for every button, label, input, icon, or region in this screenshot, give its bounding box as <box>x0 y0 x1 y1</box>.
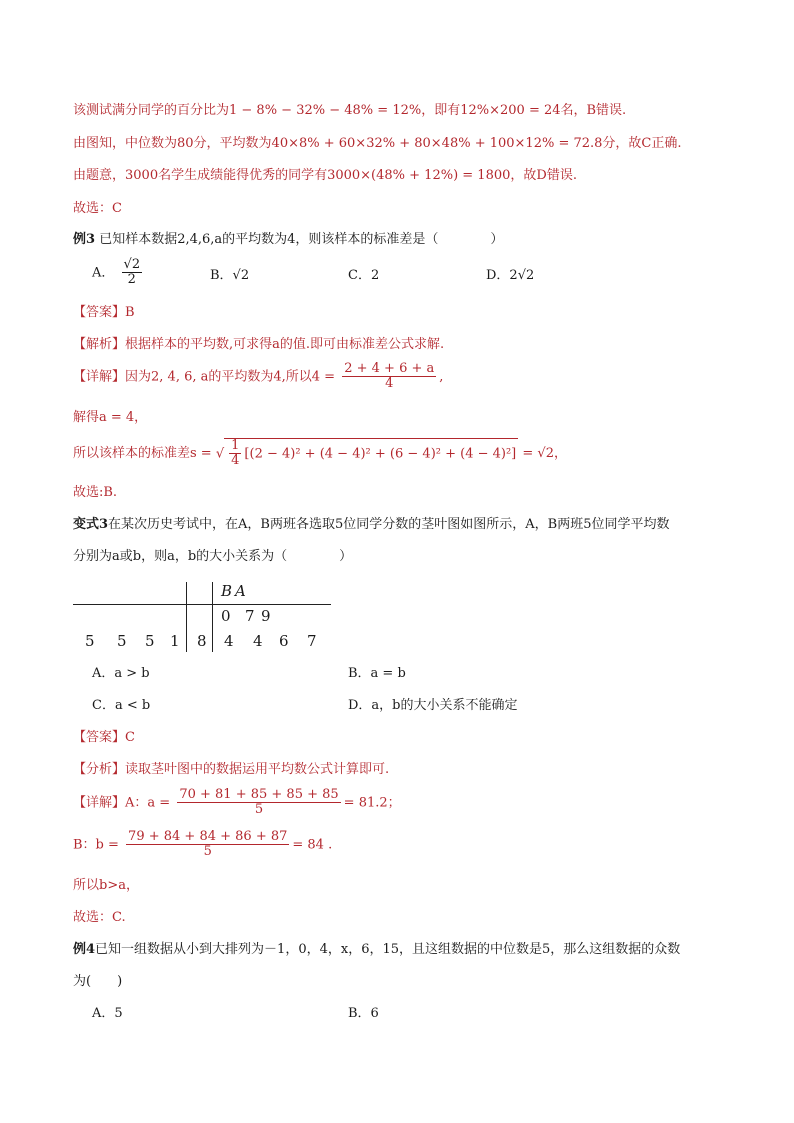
variant3-so: 所以b>a， <box>73 878 139 893</box>
detail-b-numerator: 79 + 84 + 84 + 86 + 87 <box>128 829 288 844</box>
std-dev-prefix: 所以该样本的标准差s = <box>73 445 212 461</box>
detail-denominator: 4 <box>385 376 394 392</box>
stemleaf-head-a: A <box>235 582 246 600</box>
sd-frac-numerator: 1 <box>231 438 240 453</box>
example3-detail <box>73 362 443 392</box>
stemleaf-header-rule <box>73 604 331 605</box>
analysis-tag: 【分析】 <box>73 762 126 777</box>
example4-question-line2: 为( ) <box>73 974 123 989</box>
detail-a-numerator: 70 + 81 + 85 + 85 + 85 <box>179 787 339 802</box>
option-a-numerator: √2 <box>123 257 141 272</box>
variant3-question-line2: 分别为a或b，则a，b的大小关系为（ ） <box>73 549 353 564</box>
option-a-denominator: 2 <box>127 272 136 288</box>
stemleaf-row2-left-3: 5 <box>145 632 155 650</box>
stemleaf-right-divider <box>212 582 213 652</box>
variant3-tag: 变式3 <box>73 517 109 532</box>
answer-tag: 【答案】 <box>73 730 126 745</box>
example4-option-a: A．5 <box>92 1006 123 1021</box>
stemleaf-row2-stem: 8 <box>197 632 207 650</box>
example3-option-c: C．2 <box>348 268 380 283</box>
stem-leaf-plot <box>73 582 331 652</box>
stemleaf-row2-right-1: 4 <box>224 632 234 650</box>
stemleaf-row1-right: 9 <box>261 607 271 625</box>
stemleaf-row1-left: 0 <box>221 607 231 625</box>
analysis-tag: 【解析】 <box>73 337 126 352</box>
sd-frac-denominator: 4 <box>231 453 240 469</box>
sd-body: [(2 − 4)² + (4 − 4)² + (6 − 4)² + (4 − 4)²] <box>244 446 517 462</box>
example3-tag: 例3 <box>73 232 96 247</box>
detail-b-prefix: B：b = <box>73 837 119 853</box>
stemleaf-left-divider <box>186 582 187 652</box>
stemleaf-row1-stem: 7 <box>245 607 255 625</box>
answer-tag: 【答案】 <box>73 305 126 320</box>
detail-b-denominator: 5 <box>203 844 212 860</box>
std-dev-suffix: = √2， <box>522 445 567 461</box>
stemleaf-row2-right-2: 4 <box>253 632 263 650</box>
detail-b-suffix: = 84 . <box>292 837 333 853</box>
answer-value: C <box>125 730 135 745</box>
example3-answer <box>73 305 135 321</box>
example3-option-b: B．√2 <box>210 268 250 283</box>
variant3-answer <box>73 730 135 746</box>
stemleaf-row2-right-3: 6 <box>279 632 289 650</box>
example3-option-d: D．2√2 <box>486 268 535 283</box>
paragraph-choice: 故选：C <box>73 201 122 216</box>
detail-tag: 【详解】 <box>73 369 126 385</box>
paragraph-percentage: 该测试满分同学的百分比为1 − 8% − 32% − 48% = 12%，即有12%×200 = 24名，B错误. <box>73 103 627 118</box>
paragraph-median: 由图知，中位数为80分，平均数为40×8% + 60×32% + 80×48% + 100×12% = 72.8分，故C正确. <box>73 136 682 151</box>
example4-tag: 例4 <box>73 942 96 957</box>
detail-numerator: 2 + 4 + 6 + a <box>344 361 435 376</box>
example3-question <box>73 232 503 248</box>
variant3-option-b: B．a = b <box>348 666 406 681</box>
variant3-detail-a <box>73 788 401 818</box>
answer-value: B <box>125 305 135 320</box>
example4-option-b: B．6 <box>348 1006 379 1021</box>
stemleaf-row2-right-4: 7 <box>307 632 317 650</box>
analysis-text: 根据样本的平均数,可求得a的值.即可由标准差公式求解. <box>125 337 445 352</box>
example3-option-a <box>92 258 145 288</box>
variant3-option-d: D．a，b的大小关系不能确定 <box>348 698 518 713</box>
sqrt-expression: √ $\frac{1}{4}$ [(2 − 4)² + (4 − 4)² + (6 − 4)² + (4 − 4)²] <box>215 438 517 469</box>
example4-question-text: 已知一组数据从小到大排列为－1，0，4，x，6，15，且这组数据的中位数是5，那么这组数据的众数 <box>95 942 681 957</box>
detail-a-suffix: = 81.2； <box>343 795 401 811</box>
example3-question-text: 已知样本数据2,4,6,a的平均数为4，则该样本的标准差是（ ） <box>99 232 504 247</box>
example3-analysis <box>73 337 444 353</box>
detail-a-denominator: 5 <box>254 802 264 818</box>
variant3-question-line1 <box>73 517 669 533</box>
variant3-question-text: 在某次历史考试中，在A，B两班各选取5位同学分数的茎叶图如图所示，A，B两班5位同学平均数 <box>108 517 670 532</box>
detail-a-prefix: A：a = <box>125 795 171 811</box>
example3-solve: 解得a = 4， <box>73 410 148 425</box>
detail-tag: 【详解】 <box>73 795 126 811</box>
analysis-text: 读取茎叶图中的数据运用平均数公式计算即可. <box>125 762 390 777</box>
example4-question-line1 <box>73 942 680 958</box>
variant3-option-c: C．a < b <box>92 698 151 713</box>
variant3-analysis <box>73 762 389 778</box>
stemleaf-row2-left-1: 5 <box>85 632 95 650</box>
detail-suffix: , <box>439 369 444 385</box>
stemleaf-row2-left-4: 1 <box>170 632 180 650</box>
stemleaf-head-b: B <box>221 582 233 600</box>
example3-std-dev <box>73 438 567 469</box>
paragraph-excellent: 由题意，3000名学生成绩能得优秀的同学有3000×(48% + 12%) = 1800，故D错误. <box>73 168 577 183</box>
variant3-detail-b <box>73 830 332 860</box>
variant3-final: 故选：C. <box>73 910 126 925</box>
example3-final: 故选:B. <box>73 485 118 500</box>
detail-prefix: 因为2, 4, 6, a的平均数为4,所以4 = <box>125 369 336 385</box>
option-a-label: A． <box>92 265 115 281</box>
variant3-option-a: A．a > b <box>92 666 150 681</box>
stemleaf-row2-left-2: 5 <box>117 632 127 650</box>
